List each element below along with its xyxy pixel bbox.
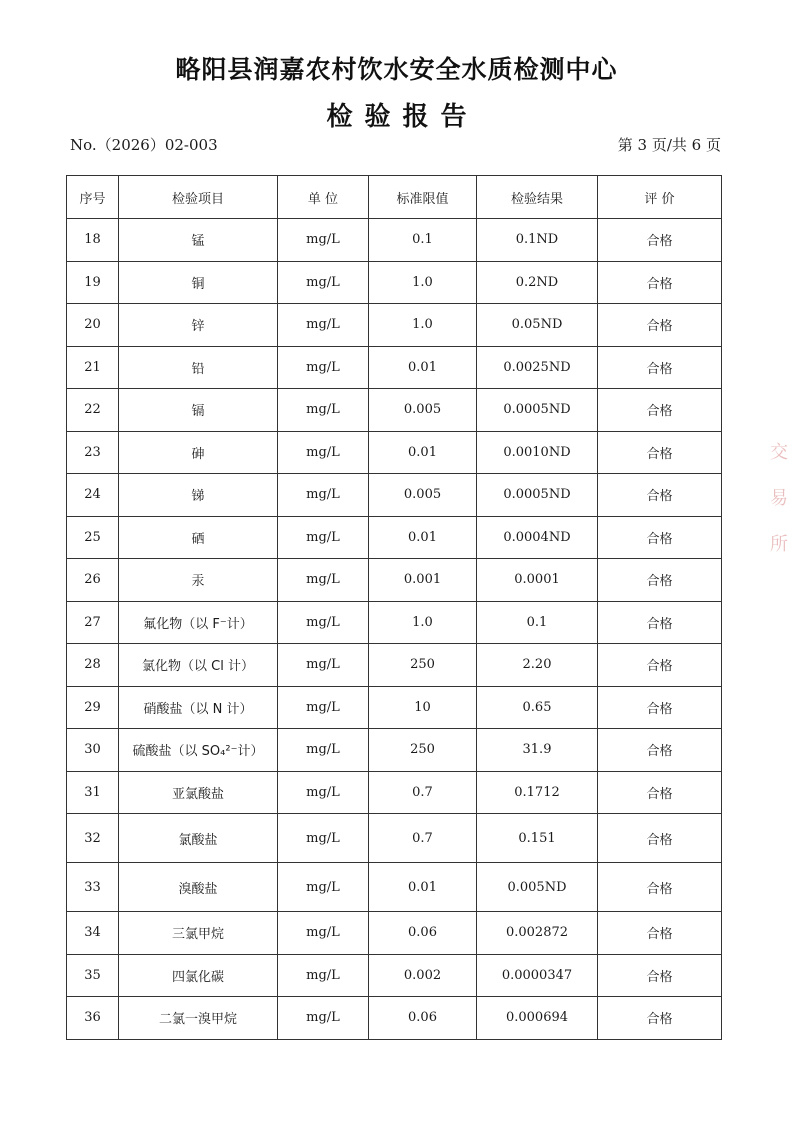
table-row (67, 997, 722, 1040)
cell-limit: 0.005 (369, 474, 477, 517)
table-row (67, 219, 722, 262)
cell-limit: 1.0 (369, 601, 477, 644)
cell-limit: 1.0 (369, 261, 477, 304)
cell-unit: mg/L (278, 601, 369, 644)
table-row (67, 771, 722, 814)
cell-result: 31.9 (477, 729, 598, 772)
cell-item: 硫酸盐（以 SO₄²⁻计） (119, 729, 278, 772)
report-title: 略阳县润嘉农村饮水安全水质检测中心 (175, 55, 618, 84)
cell-limit: 0.01 (369, 863, 477, 912)
table-row (67, 516, 722, 559)
cell-evaluation: 合格 (598, 863, 722, 912)
cell-no: 20 (67, 304, 119, 347)
cell-limit: 0.001 (369, 559, 477, 602)
cell-evaluation: 合格 (598, 644, 722, 687)
cell-result: 0.005ND (477, 863, 598, 912)
cell-no: 19 (67, 261, 119, 304)
cell-evaluation: 合格 (598, 346, 722, 389)
cell-no: 22 (67, 389, 119, 432)
page-info: 第 3 页/共 6 页 (617, 136, 721, 154)
cell-evaluation: 合格 (598, 261, 722, 304)
cell-limit: 10 (369, 686, 477, 729)
cell-evaluation: 合格 (598, 219, 722, 262)
table-row (67, 912, 722, 955)
cell-item: 溴酸盐 (119, 863, 278, 912)
cell-evaluation: 合格 (598, 686, 722, 729)
cell-item: 氯酸盐 (119, 814, 278, 863)
cell-limit: 250 (369, 644, 477, 687)
cell-item: 硝酸盐（以 N 计） (119, 686, 278, 729)
report-number: No.（2026）02-003 (70, 136, 218, 154)
cell-limit: 0.002 (369, 954, 477, 997)
seal-char: 易 (770, 488, 788, 509)
cell-no: 26 (67, 559, 119, 602)
results-table (66, 175, 722, 1040)
cell-result: 2.20 (477, 644, 598, 687)
cell-result: 0.65 (477, 686, 598, 729)
cell-unit: mg/L (278, 389, 369, 432)
cell-evaluation: 合格 (598, 997, 722, 1040)
cell-result: 0.2ND (477, 261, 598, 304)
cell-limit: 0.1 (369, 219, 477, 262)
cell-no: 29 (67, 686, 119, 729)
cell-evaluation: 合格 (598, 431, 722, 474)
table-row (67, 954, 722, 997)
report-subtitle: 检验报告 (326, 102, 479, 132)
cell-result: 0.1712 (477, 771, 598, 814)
cell-no: 34 (67, 912, 119, 955)
cell-no: 23 (67, 431, 119, 474)
cell-item: 砷 (119, 431, 278, 474)
cell-unit: mg/L (278, 954, 369, 997)
cell-item: 镉 (119, 389, 278, 432)
cell-unit: mg/L (278, 997, 369, 1040)
cell-limit: 0.7 (369, 771, 477, 814)
table-row (67, 431, 722, 474)
cell-unit: mg/L (278, 686, 369, 729)
cell-item: 锌 (119, 304, 278, 347)
cell-unit: mg/L (278, 474, 369, 517)
cell-item: 二氯一溴甲烷 (119, 997, 278, 1040)
cell-evaluation: 合格 (598, 771, 722, 814)
column-header-unit: 单 位 (278, 176, 369, 219)
cell-no: 24 (67, 474, 119, 517)
cell-limit: 0.06 (369, 912, 477, 955)
cell-limit: 0.01 (369, 346, 477, 389)
cell-evaluation: 合格 (598, 912, 722, 955)
table-row (67, 389, 722, 432)
cell-evaluation: 合格 (598, 516, 722, 559)
cell-no: 30 (67, 729, 119, 772)
cell-unit: mg/L (278, 729, 369, 772)
cell-no: 28 (67, 644, 119, 687)
cell-item: 氯化物（以 Cl 计） (119, 644, 278, 687)
table-row (67, 814, 722, 863)
table-row (67, 346, 722, 389)
cell-evaluation: 合格 (598, 814, 722, 863)
cell-no: 18 (67, 219, 119, 262)
column-header-result: 检验结果 (477, 176, 598, 219)
column-header-evaluation: 评 价 (598, 176, 722, 219)
cell-limit: 1.0 (369, 304, 477, 347)
cell-result: 0.1ND (477, 219, 598, 262)
cell-limit: 0.06 (369, 997, 477, 1040)
cell-unit: mg/L (278, 304, 369, 347)
table-row (67, 644, 722, 687)
cell-item: 汞 (119, 559, 278, 602)
cell-evaluation: 合格 (598, 304, 722, 347)
cell-unit: mg/L (278, 814, 369, 863)
cell-item: 铜 (119, 261, 278, 304)
table-row (67, 729, 722, 772)
cell-limit: 0.7 (369, 814, 477, 863)
table-row (67, 304, 722, 347)
cell-evaluation: 合格 (598, 601, 722, 644)
cell-limit: 0.005 (369, 389, 477, 432)
cell-no: 21 (67, 346, 119, 389)
cell-limit: 0.01 (369, 516, 477, 559)
cell-result: 0.002872 (477, 912, 598, 955)
cell-unit: mg/L (278, 261, 369, 304)
seal-stamp (767, 430, 791, 600)
cell-evaluation: 合格 (598, 954, 722, 997)
cell-result: 0.0000347 (477, 954, 598, 997)
cell-no: 27 (67, 601, 119, 644)
cell-no: 31 (67, 771, 119, 814)
cell-unit: mg/L (278, 219, 369, 262)
cell-item: 亚氯酸盐 (119, 771, 278, 814)
table-header-row (67, 176, 722, 219)
cell-item: 四氯化碳 (119, 954, 278, 997)
cell-item: 锰 (119, 219, 278, 262)
cell-evaluation: 合格 (598, 729, 722, 772)
cell-evaluation: 合格 (598, 389, 722, 432)
cell-item: 锑 (119, 474, 278, 517)
cell-result: 0.0010ND (477, 431, 598, 474)
cell-no: 35 (67, 954, 119, 997)
table-row (67, 863, 722, 912)
cell-no: 25 (67, 516, 119, 559)
column-header-item: 检验项目 (119, 176, 278, 219)
cell-no: 36 (67, 997, 119, 1040)
cell-result: 0.0004ND (477, 516, 598, 559)
seal-char: 交 (770, 442, 788, 463)
cell-unit: mg/L (278, 863, 369, 912)
cell-item: 铅 (119, 346, 278, 389)
cell-limit: 250 (369, 729, 477, 772)
cell-result: 0.000694 (477, 997, 598, 1040)
cell-result: 0.0025ND (477, 346, 598, 389)
table-row (67, 559, 722, 602)
cell-evaluation: 合格 (598, 559, 722, 602)
column-header-limit: 标准限值 (369, 176, 477, 219)
cell-item: 三氯甲烷 (119, 912, 278, 955)
cell-evaluation: 合格 (598, 474, 722, 517)
table-row (67, 474, 722, 517)
cell-item: 硒 (119, 516, 278, 559)
table-row (67, 601, 722, 644)
cell-result: 0.0001 (477, 559, 598, 602)
cell-unit: mg/L (278, 912, 369, 955)
cell-result: 0.151 (477, 814, 598, 863)
cell-unit: mg/L (278, 431, 369, 474)
table-row (67, 261, 722, 304)
cell-unit: mg/L (278, 559, 369, 602)
cell-unit: mg/L (278, 644, 369, 687)
cell-result: 0.0005ND (477, 474, 598, 517)
cell-limit: 0.01 (369, 431, 477, 474)
cell-unit: mg/L (278, 771, 369, 814)
cell-result: 0.0005ND (477, 389, 598, 432)
table-row (67, 686, 722, 729)
cell-result: 0.1 (477, 601, 598, 644)
column-header-no: 序号 (67, 176, 119, 219)
cell-result: 0.05ND (477, 304, 598, 347)
cell-no: 32 (67, 814, 119, 863)
seal-char: 所 (770, 534, 788, 555)
cell-unit: mg/L (278, 516, 369, 559)
cell-item: 氟化物（以 F⁻计） (119, 601, 278, 644)
cell-no: 33 (67, 863, 119, 912)
cell-unit: mg/L (278, 346, 369, 389)
